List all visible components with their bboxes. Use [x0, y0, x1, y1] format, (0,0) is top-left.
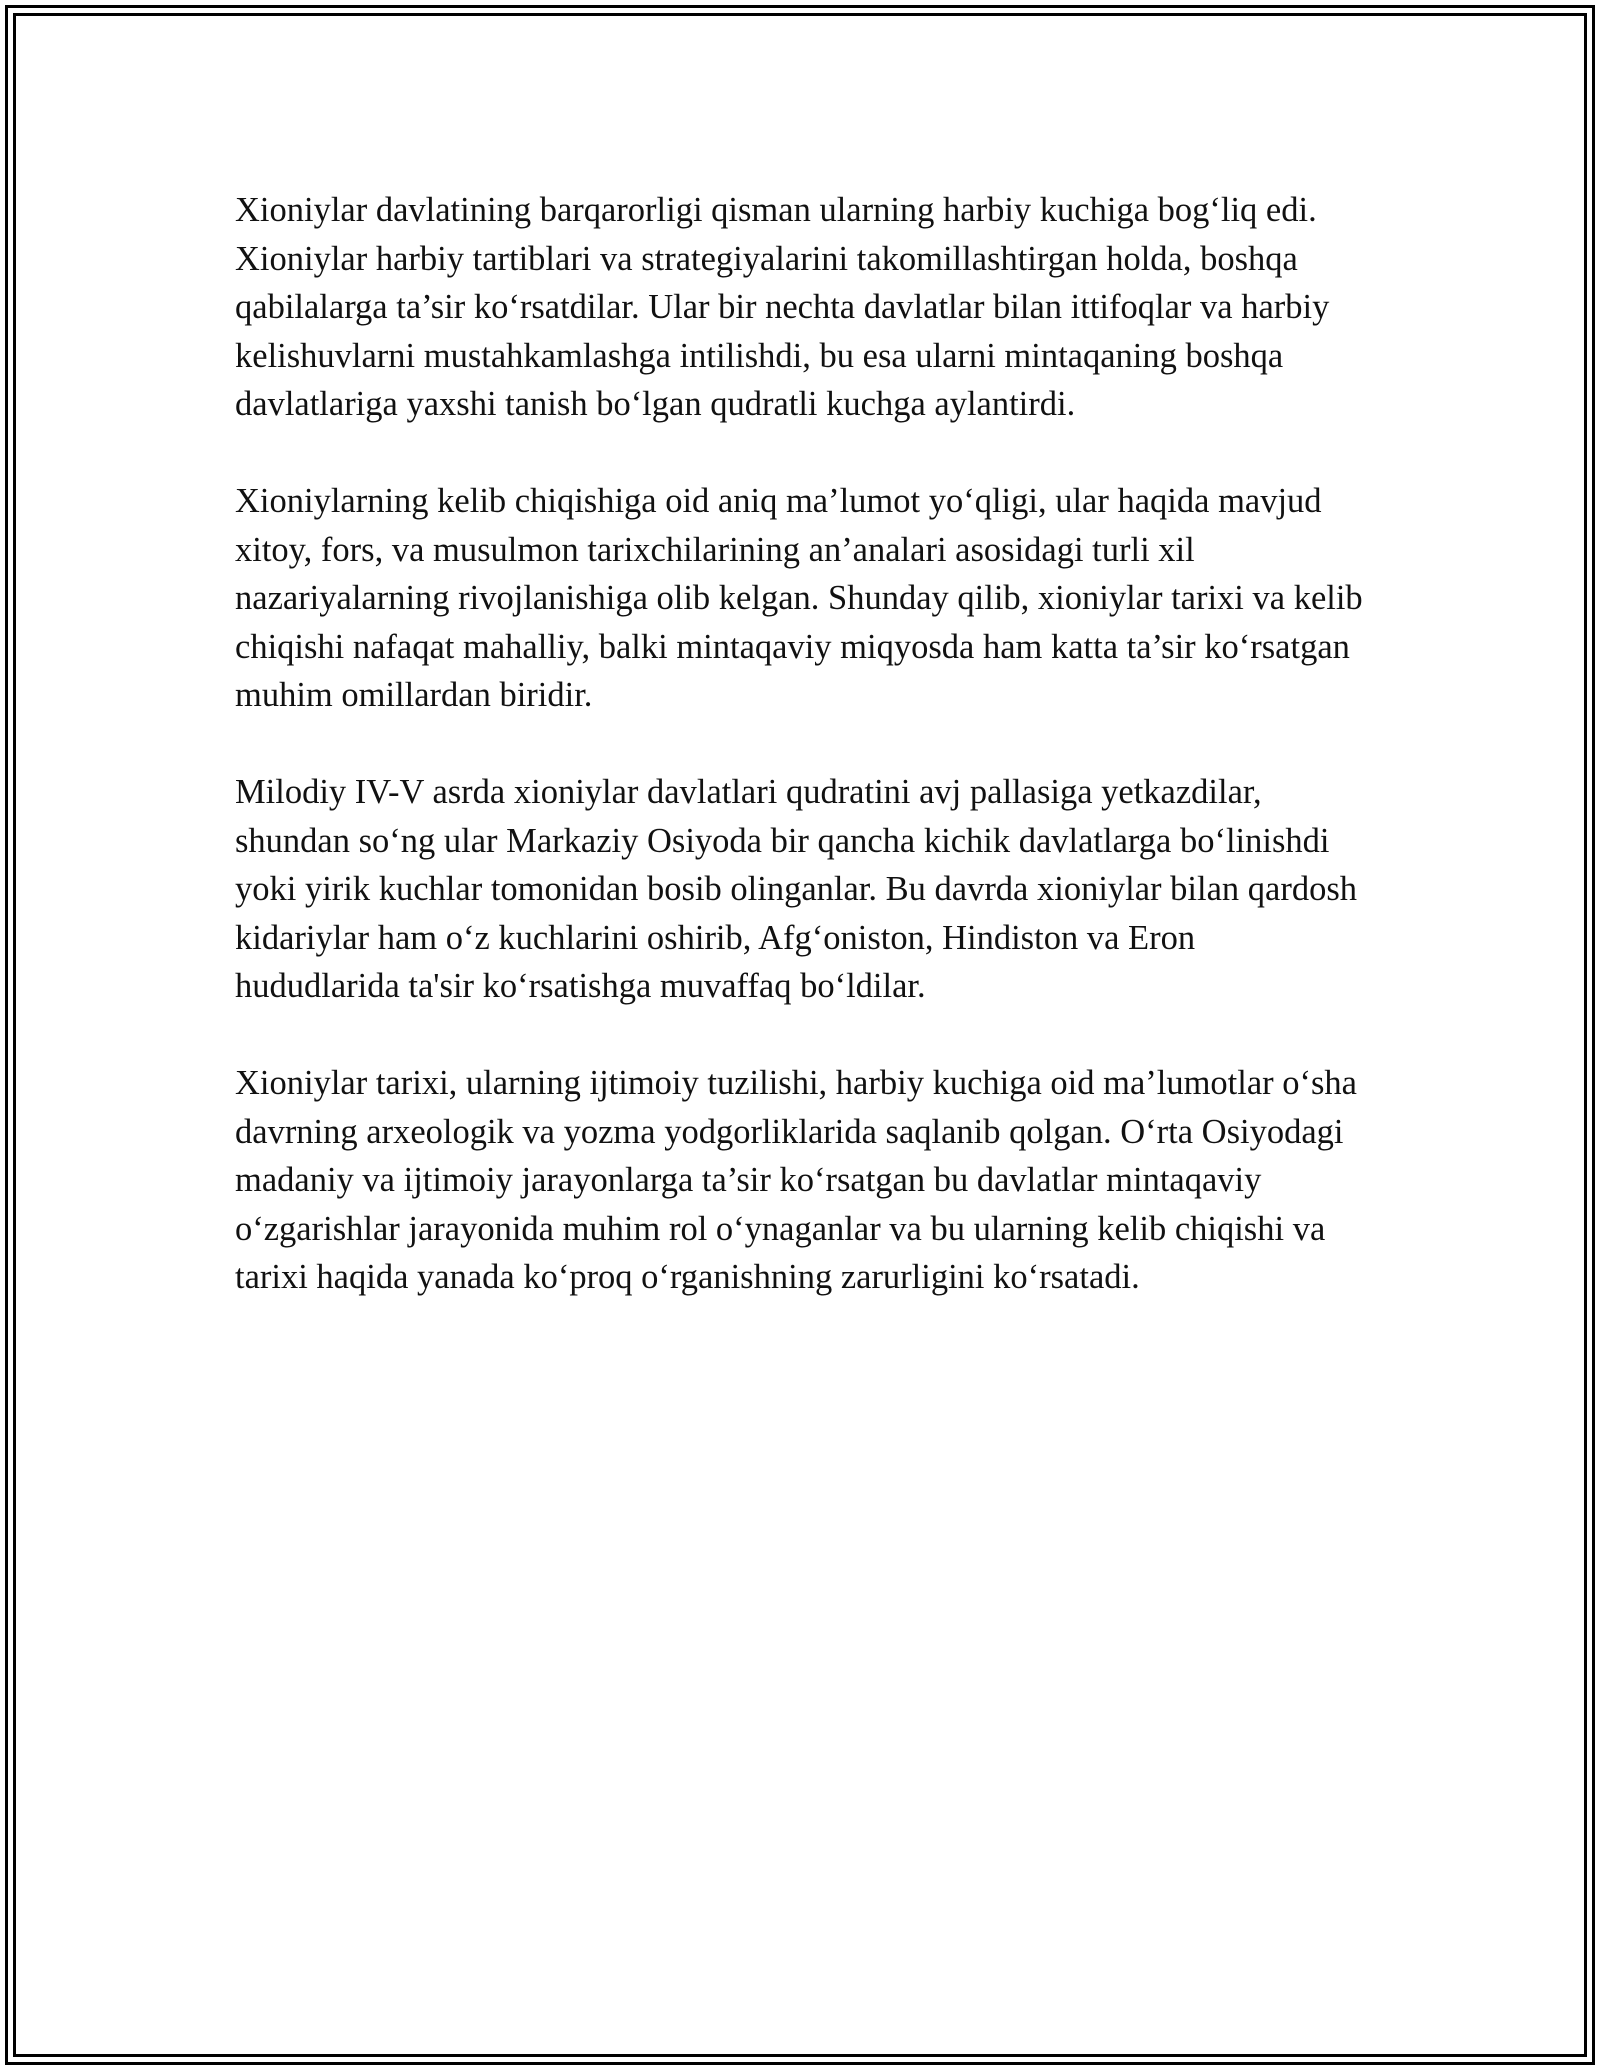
- paragraph-military-strength: Xioniylar davlatining barqarorligi qisman ularning harbiy kuchiga bog‘liq edi. Xioniylar harbiy tartiblari va strategiyalarini takomillashtirgan holda, boshqa qabilalarga ta’sir ko‘rsatdilar. Ular bir nechta davlatlar bilan ittifoqlar va harbiy kelishuvlarni mustahkamlashga intilishdi, bu esa ularni mintaqaning boshqa davlatlariga yaxshi tanish bo‘lgan qudratli kuchga aylantirdi.: [235, 191, 1330, 423]
- paragraph-history-sources: Xioniylar tarixi, ularning ijtimoiy tuzilishi, harbiy kuchiga oid ma’lumotlar o‘sha davrning arxeologik va yozma yodgorliklarida saqlanib qolgan. O‘rta Osiyodagi madaniy va ijtimoiy jarayonlarga ta’sir ko‘rsatgan bu davlatlar mintaqaviy o‘zgarishlar jarayonida muhim rol o‘ynaganlar va bu ularning kelib chiqishi va tarixi haqida yanada ko‘proq o‘rganishning zarurligini ko‘rsatadi.: [235, 1064, 1357, 1296]
- paragraph-iv-v-century: Milodiy IV-V asrda xioniylar davlatlari qudratini avj pallasiga yetkazdilar, shundan so‘ng ular Markaziy Osiyoda bir qancha kichik davlatlarga bo‘linishdi yoki yirik kuchlar tomonidan bosib olinganlar. Bu davrda xioniylar bilan qardosh kidariylar ham o‘z kuchlarini oshirib, Afg‘oniston, Hindiston va Eron hududlarida ta'sir ko‘rsatishga muvaffaq bo‘ldilar.: [235, 773, 1358, 1005]
- document-body: [235, 186, 1365, 1350]
- paragraph-origins: Xioniylarning kelib chiqishiga oid aniq ma’lumot yo‘qligi, ular haqida mavjud xitoy, fors, va musulmon tarixchilarining an’analari asosidagi turli xil nazariyalarning rivojlanishiga olib kelgan. Shunday qilib, xioniylar tarixi va kelib chiqishi nafaqat mahalliy, balki mintaqaviy miqyosda ham katta ta’sir ko‘rsatgan muhim omillardan biridir.: [235, 482, 1363, 714]
